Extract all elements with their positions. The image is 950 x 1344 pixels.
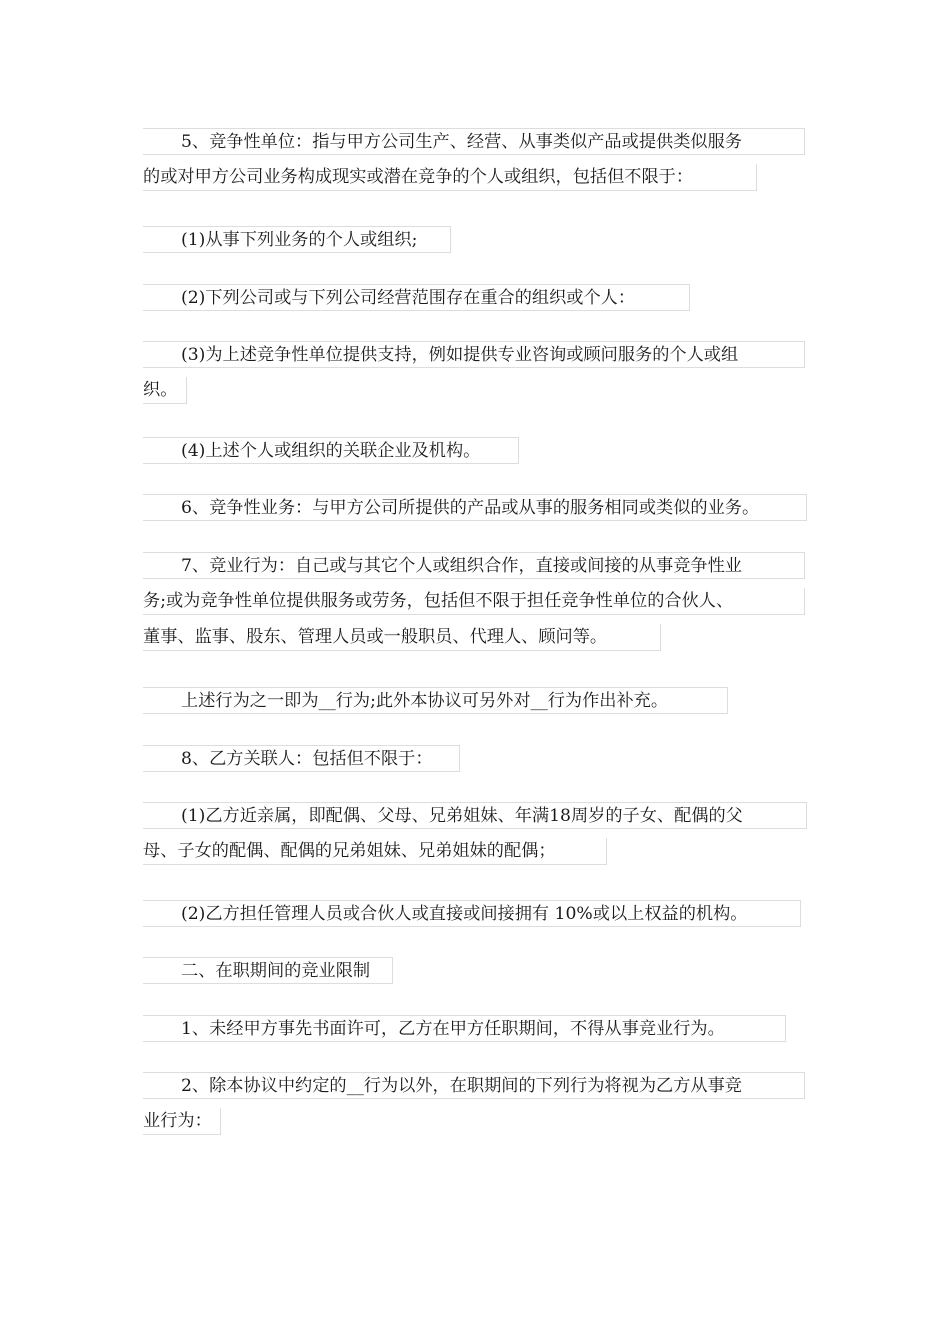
text-line: (1)从事下列业务的个人或组织; (143, 226, 451, 253)
text-line: (2)乙方担任管理人员或合伙人或直接或间接拥有 10%或以上权益的机构。 (143, 900, 801, 927)
text-line: 1、未经甲方事先书面许可，乙方在甲方任职期间，不得从事竞业行为。 (143, 1015, 786, 1042)
paragraph-item-2 (143, 284, 690, 311)
paragraph-related-item-2 (143, 900, 801, 927)
paragraph-clause-2 (143, 1072, 805, 1135)
paragraph-competitive-conduct (143, 552, 805, 651)
text-line: 上述行为之一即为__行为;此外本协议可另外对__行为作出补充。 (143, 687, 728, 714)
paragraph-competitive-unit (143, 128, 805, 191)
text-line: 7、竞业行为：自己或与其它个人或组织合作，直接或间接的从事竞争性业 (143, 552, 805, 579)
text-line: 董事、监事、股东、管理人员或一般职员、代理人、顾问等。 (143, 624, 661, 651)
text-line: (2)下列公司或与下列公司经营范围存在重合的组织或个人： (143, 284, 690, 311)
text-line: 8、乙方关联人：包括但不限于： (143, 745, 460, 772)
text-line: 业行为： (143, 1108, 221, 1135)
paragraph-item-1 (143, 226, 451, 253)
text-line: 2、除本协议中约定的__行为以外，在职期间的下列行为将视为乙方从事竞 (143, 1072, 805, 1099)
text-line: 的或对甲方公司业务构成现实或潜在竞争的个人或组织，包括但不限于： (143, 164, 757, 191)
text-line: (1)乙方近亲属，即配偶、父母、兄弟姐妹、年满18周岁的子女、配偶的父 (143, 802, 807, 829)
text-line: 二、在职期间的竞业限制 (143, 957, 393, 984)
text-line: 母、子女的配偶、配偶的兄弟姐妹、兄弟姐妹的配偶； (143, 838, 607, 865)
text-line: 织。 (143, 377, 187, 404)
paragraph-clause-1 (143, 1015, 786, 1042)
text-line: (4)上述个人或组织的关联企业及机构。 (143, 437, 519, 464)
section-heading-noncompete-during-employment (143, 957, 393, 984)
text-line: (3)为上述竞争性单位提供支持，例如提供专业咨询或顾问服务的个人或组 (143, 341, 805, 368)
paragraph-related-parties (143, 745, 460, 772)
paragraph-item-4 (143, 437, 519, 464)
paragraph-related-item-1 (143, 802, 807, 865)
text-line: 务;或为竞争性单位提供服务或劳务，包括但不限于担任竞争性单位的合伙人、 (143, 588, 805, 615)
paragraph-conduct-supplement (143, 687, 728, 714)
text-line: 5、竞争性单位：指与甲方公司生产、经营、从事类似产品或提供类似服务 (143, 128, 805, 155)
paragraph-competitive-business (143, 494, 807, 521)
text-line: 6、竞争性业务：与甲方公司所提供的产品或从事的服务相同或类似的业务。 (143, 494, 807, 521)
paragraph-item-3 (143, 341, 805, 404)
